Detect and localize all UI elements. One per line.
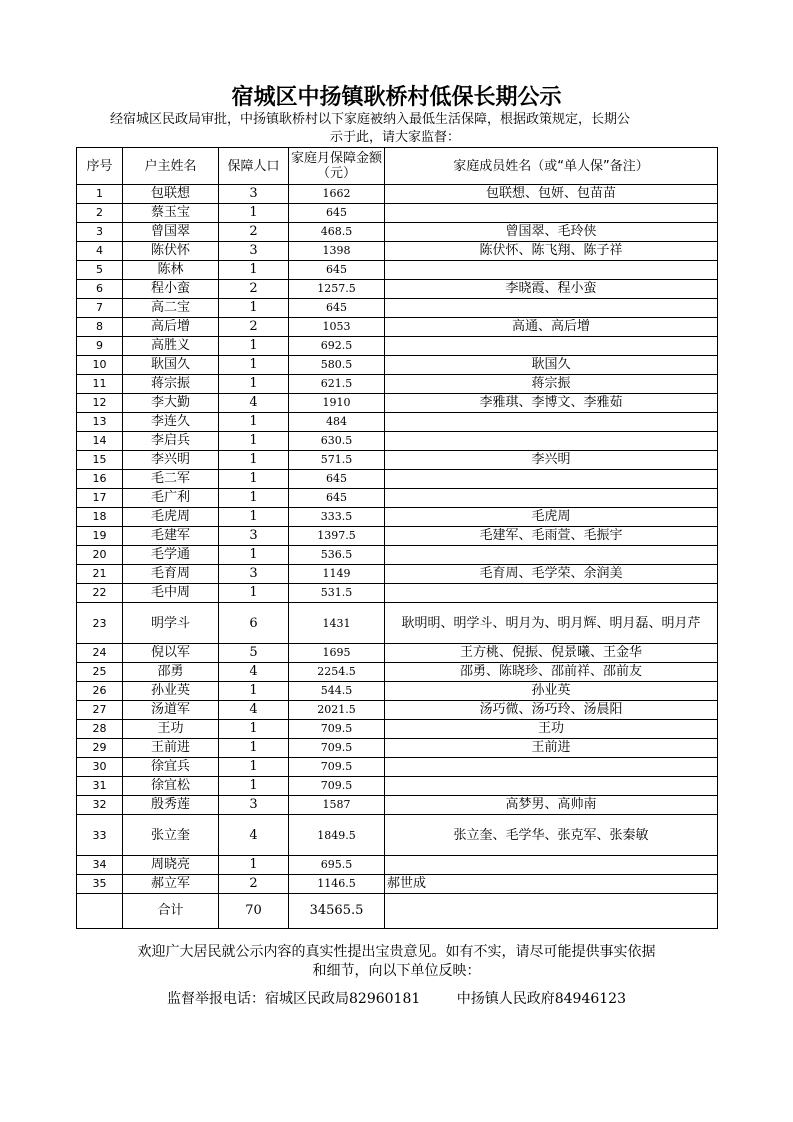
row-household-head: 殷秀莲 — [123, 796, 219, 815]
row-seq: 9 — [77, 337, 123, 356]
row-household-head: 李启兵 — [123, 432, 219, 451]
row-household-head: 曾国翠 — [123, 223, 219, 242]
row-seq: 20 — [77, 546, 123, 565]
table-row — [77, 394, 718, 413]
row-family-members: 邵勇、陈晓珍、邵前祥、邵前友 — [385, 663, 718, 682]
row-seq: 4 — [77, 242, 123, 261]
row-family-members — [385, 299, 718, 318]
footer-contacts — [0, 988, 793, 1008]
table-row — [77, 451, 718, 470]
row-covered-count: 3 — [219, 527, 289, 546]
row-covered-count: 1 — [219, 508, 289, 527]
row-household-head: 李大勤 — [123, 394, 219, 413]
table-row — [77, 185, 718, 204]
row-covered-count: 1 — [219, 413, 289, 432]
row-seq: 12 — [77, 394, 123, 413]
total-members — [385, 894, 718, 929]
row-covered-count: 3 — [219, 796, 289, 815]
row-monthly-amount: 1695 — [289, 644, 385, 663]
row-household-head: 郝立军 — [123, 875, 219, 894]
table-row — [77, 720, 718, 739]
header-members: 家庭成员姓名（或“单人保”备注） — [385, 148, 718, 185]
row-family-members: 高梦男、高帅南 — [385, 796, 718, 815]
row-household-head: 毛建军 — [123, 527, 219, 546]
row-family-members — [385, 413, 718, 432]
row-family-members: 蒋宗振 — [385, 375, 718, 394]
row-household-head: 高胜义 — [123, 337, 219, 356]
row-family-members: 陈伏怀、陈飞翔、陈子祥 — [385, 242, 718, 261]
row-covered-count: 1 — [219, 758, 289, 777]
row-monthly-amount: 1849.5 — [289, 815, 385, 856]
row-covered-count: 1 — [219, 204, 289, 223]
row-monthly-amount: 484 — [289, 413, 385, 432]
row-monthly-amount: 621.5 — [289, 375, 385, 394]
row-covered-count: 1 — [219, 856, 289, 875]
row-family-members: 毛建军、毛雨萱、毛振宇 — [385, 527, 718, 546]
row-seq: 22 — [77, 584, 123, 603]
row-monthly-amount: 580.5 — [289, 356, 385, 375]
row-monthly-amount: 333.5 — [289, 508, 385, 527]
row-covered-count: 1 — [219, 720, 289, 739]
row-seq: 26 — [77, 682, 123, 701]
row-seq: 33 — [77, 815, 123, 856]
row-monthly-amount: 531.5 — [289, 584, 385, 603]
row-family-members: 李雅琪、李博文、李雅茹 — [385, 394, 718, 413]
row-covered-count: 1 — [219, 375, 289, 394]
row-covered-count: 1 — [219, 546, 289, 565]
row-covered-count: 1 — [219, 356, 289, 375]
row-monthly-amount: 571.5 — [289, 451, 385, 470]
row-seq: 13 — [77, 413, 123, 432]
row-monthly-amount: 1146.5 — [289, 875, 385, 894]
row-monthly-amount: 1662 — [289, 185, 385, 204]
total-label-spacer — [77, 894, 123, 929]
row-seq: 35 — [77, 875, 123, 894]
table-row — [77, 584, 718, 603]
row-monthly-amount: 645 — [289, 470, 385, 489]
row-monthly-amount: 645 — [289, 261, 385, 280]
row-household-head: 陈林 — [123, 261, 219, 280]
header-name: 户主姓名 — [123, 148, 219, 185]
table-row — [77, 508, 718, 527]
row-household-head: 陈伏怀 — [123, 242, 219, 261]
table-row — [77, 644, 718, 663]
row-covered-count: 3 — [219, 185, 289, 204]
row-seq: 21 — [77, 565, 123, 584]
table-row — [77, 546, 718, 565]
row-family-members: 耿国久 — [385, 356, 718, 375]
row-covered-count: 4 — [219, 394, 289, 413]
row-household-head: 包联想 — [123, 185, 219, 204]
row-family-members: 王功 — [385, 720, 718, 739]
header-amount: 家庭月保障金额（元） — [289, 148, 385, 185]
table-row — [77, 701, 718, 720]
row-covered-count: 4 — [219, 663, 289, 682]
subsidy-table — [76, 147, 718, 929]
table-row — [77, 682, 718, 701]
row-seq: 11 — [77, 375, 123, 394]
row-household-head: 王前进 — [123, 739, 219, 758]
table-row — [77, 261, 718, 280]
row-household-head: 徐宜松 — [123, 777, 219, 796]
row-covered-count: 1 — [219, 470, 289, 489]
row-household-head: 毛二军 — [123, 470, 219, 489]
table-row — [77, 242, 718, 261]
row-family-members: 孙业英 — [385, 682, 718, 701]
row-covered-count: 2 — [219, 318, 289, 337]
table-row — [77, 299, 718, 318]
row-covered-count: 2 — [219, 875, 289, 894]
row-household-head: 明学斗 — [123, 603, 219, 644]
table-row — [77, 432, 718, 451]
row-covered-count: 1 — [219, 584, 289, 603]
footer-contact-civil-affairs: 监督举报电话：宿城区民政局82960181 — [167, 991, 421, 1007]
row-monthly-amount: 468.5 — [289, 223, 385, 242]
table-row — [77, 204, 718, 223]
row-monthly-amount: 1257.5 — [289, 280, 385, 299]
row-seq: 14 — [77, 432, 123, 451]
row-seq: 30 — [77, 758, 123, 777]
table-row — [77, 223, 718, 242]
table-row — [77, 527, 718, 546]
row-monthly-amount: 645 — [289, 489, 385, 508]
intro-line-1: 经宿城区民政局审批，中扬镇耿桥村以下家庭被纳入最低生活保障，根据政策规定，长期公 — [110, 112, 631, 127]
table-row — [77, 815, 718, 856]
row-seq: 25 — [77, 663, 123, 682]
row-family-members — [385, 470, 718, 489]
table-row — [77, 856, 718, 875]
row-family-members — [385, 432, 718, 451]
row-covered-count: 1 — [219, 261, 289, 280]
row-monthly-amount: 2254.5 — [289, 663, 385, 682]
row-family-members — [385, 777, 718, 796]
row-monthly-amount: 692.5 — [289, 337, 385, 356]
row-seq: 31 — [77, 777, 123, 796]
row-family-members: 高通、高后增 — [385, 318, 718, 337]
row-seq: 8 — [77, 318, 123, 337]
footer-line-2: 和细节，向以下单位反映： — [312, 963, 481, 979]
row-family-members: 汤巧微、汤巧玲、汤晨阳 — [385, 701, 718, 720]
row-seq: 34 — [77, 856, 123, 875]
table-row — [77, 375, 718, 394]
table-row — [77, 565, 718, 584]
row-seq: 5 — [77, 261, 123, 280]
row-seq: 32 — [77, 796, 123, 815]
row-household-head: 徐宜兵 — [123, 758, 219, 777]
total-row — [77, 894, 718, 929]
table-row — [77, 470, 718, 489]
row-monthly-amount: 709.5 — [289, 777, 385, 796]
row-household-head: 汤道军 — [123, 701, 219, 720]
row-seq: 16 — [77, 470, 123, 489]
row-family-members: 毛育周、毛学荣、余润美 — [385, 565, 718, 584]
row-family-members: 张立奎、毛学华、张克军、张秦敏 — [385, 815, 718, 856]
table-row — [77, 777, 718, 796]
row-monthly-amount: 630.5 — [289, 432, 385, 451]
table-row — [77, 356, 718, 375]
row-monthly-amount: 709.5 — [289, 720, 385, 739]
row-seq: 2 — [77, 204, 123, 223]
row-household-head: 邵勇 — [123, 663, 219, 682]
header-count: 保障人口 — [219, 148, 289, 185]
row-monthly-amount: 536.5 — [289, 546, 385, 565]
table-row — [77, 739, 718, 758]
table-row — [77, 796, 718, 815]
row-seq: 23 — [77, 603, 123, 644]
table-row — [77, 318, 718, 337]
row-covered-count: 6 — [219, 603, 289, 644]
table-header-row — [77, 148, 718, 185]
footer-notice — [0, 943, 793, 981]
row-family-members — [385, 261, 718, 280]
row-household-head: 毛育周 — [123, 565, 219, 584]
row-household-head: 周晓亮 — [123, 856, 219, 875]
row-seq: 1 — [77, 185, 123, 204]
row-covered-count: 3 — [219, 565, 289, 584]
footer-contact-town-government: 中扬镇人民政府84946123 — [456, 991, 626, 1007]
row-seq: 7 — [77, 299, 123, 318]
row-seq: 3 — [77, 223, 123, 242]
row-household-head: 程小蛮 — [123, 280, 219, 299]
row-family-members — [385, 489, 718, 508]
row-covered-count: 3 — [219, 242, 289, 261]
row-seq: 24 — [77, 644, 123, 663]
row-covered-count: 1 — [219, 432, 289, 451]
row-monthly-amount: 645 — [289, 299, 385, 318]
row-monthly-amount: 645 — [289, 204, 385, 223]
table-row — [77, 758, 718, 777]
row-family-members: 王方桃、倪振、倪景曦、王金华 — [385, 644, 718, 663]
row-covered-count: 5 — [219, 644, 289, 663]
row-seq: 18 — [77, 508, 123, 527]
row-household-head: 张立奎 — [123, 815, 219, 856]
row-household-head: 蔡玉宝 — [123, 204, 219, 223]
row-covered-count: 1 — [219, 451, 289, 470]
row-seq: 6 — [77, 280, 123, 299]
table-row — [77, 603, 718, 644]
footer-line-1: 欢迎广大居民就公示内容的真实性提出宝贵意见。如有不实，请尽可能提供事实依据 — [137, 944, 656, 960]
row-household-head: 毛中周 — [123, 584, 219, 603]
table-row — [77, 663, 718, 682]
total-label: 合计 — [123, 894, 219, 929]
row-household-head: 李兴明 — [123, 451, 219, 470]
row-family-members: 毛虎周 — [385, 508, 718, 527]
row-household-head: 高后增 — [123, 318, 219, 337]
row-covered-count: 4 — [219, 701, 289, 720]
row-family-members: 包联想、包妍、包苗苗 — [385, 185, 718, 204]
table-row — [77, 337, 718, 356]
row-family-members: 耿明明、明学斗、明月为、明月辉、明月磊、明月芹 — [385, 603, 718, 644]
row-covered-count: 4 — [219, 815, 289, 856]
table-row — [77, 489, 718, 508]
row-monthly-amount: 1910 — [289, 394, 385, 413]
row-covered-count: 1 — [219, 489, 289, 508]
row-covered-count: 2 — [219, 223, 289, 242]
row-covered-count: 1 — [219, 777, 289, 796]
row-monthly-amount: 1397.5 — [289, 527, 385, 546]
row-monthly-amount: 1149 — [289, 565, 385, 584]
row-covered-count: 1 — [219, 337, 289, 356]
row-monthly-amount: 709.5 — [289, 758, 385, 777]
row-monthly-amount: 1053 — [289, 318, 385, 337]
row-seq: 10 — [77, 356, 123, 375]
row-seq: 17 — [77, 489, 123, 508]
row-covered-count: 1 — [219, 682, 289, 701]
row-household-head: 毛虎周 — [123, 508, 219, 527]
row-household-head: 孙业英 — [123, 682, 219, 701]
row-covered-count: 2 — [219, 280, 289, 299]
row-seq: 28 — [77, 720, 123, 739]
row-family-members: 郝世成 — [385, 875, 718, 894]
row-family-members — [385, 546, 718, 565]
total-count: 70 — [219, 894, 289, 929]
total-amount: 34565.5 — [289, 894, 385, 929]
row-household-head: 毛广利 — [123, 489, 219, 508]
row-household-head: 倪以军 — [123, 644, 219, 663]
row-monthly-amount: 1587 — [289, 796, 385, 815]
row-family-members — [385, 584, 718, 603]
row-seq: 27 — [77, 701, 123, 720]
row-seq: 29 — [77, 739, 123, 758]
page-title: 宿城区中扬镇耿桥村低保长期公示 — [231, 85, 562, 110]
row-household-head: 李连久 — [123, 413, 219, 432]
table-row — [77, 875, 718, 894]
table-row — [77, 413, 718, 432]
intro-text — [110, 111, 720, 129]
row-monthly-amount: 1398 — [289, 242, 385, 261]
row-seq: 15 — [77, 451, 123, 470]
row-family-members: 曾国翠、毛玲侠 — [385, 223, 718, 242]
row-monthly-amount: 2021.5 — [289, 701, 385, 720]
row-household-head: 蒋宗振 — [123, 375, 219, 394]
row-household-head: 王功 — [123, 720, 219, 739]
row-family-members: 王前进 — [385, 739, 718, 758]
row-family-members — [385, 856, 718, 875]
table-row — [77, 280, 718, 299]
row-monthly-amount: 1431 — [289, 603, 385, 644]
row-family-members — [385, 204, 718, 223]
row-monthly-amount: 695.5 — [289, 856, 385, 875]
row-household-head: 耿国久 — [123, 356, 219, 375]
row-family-members: 李兴明 — [385, 451, 718, 470]
intro-line-2: 示于此，请大家监督： — [330, 130, 461, 145]
row-monthly-amount: 544.5 — [289, 682, 385, 701]
table-body — [77, 185, 718, 894]
row-monthly-amount: 709.5 — [289, 739, 385, 758]
row-family-members: 李晓霞、程小蛮 — [385, 280, 718, 299]
header-seq: 序号 — [77, 148, 123, 185]
row-seq: 19 — [77, 527, 123, 546]
row-family-members — [385, 758, 718, 777]
row-household-head: 毛学通 — [123, 546, 219, 565]
row-household-head: 高二宝 — [123, 299, 219, 318]
row-covered-count: 1 — [219, 299, 289, 318]
row-family-members — [385, 337, 718, 356]
row-covered-count: 1 — [219, 739, 289, 758]
